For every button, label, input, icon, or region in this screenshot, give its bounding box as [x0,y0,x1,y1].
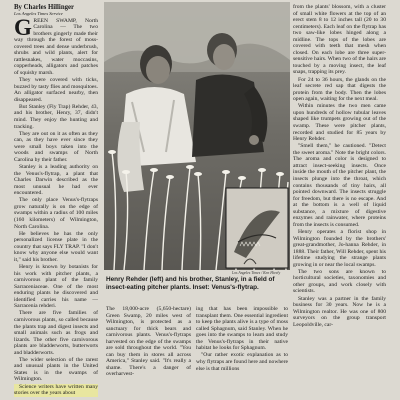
paragraph: "Our rather exotic explanation as to why flytraps are found here and nowhere else is that millions [196,352,288,372]
paragraph: He believes he has the only personalized license plate in the country that says FLY TRAP. "I don't know why anyone else would want it," said his brother. [14,230,98,263]
photo-image [104,2,290,270]
article-column-2 [106,306,191,379]
paragraph: Stanley is a leading authority on the Venus's-flytrap, a plant that Charles Darwin described as the most unusual he had ever encountered. [14,164,98,197]
paragraph: Stanley was a partner in the family business for 30 years. Now he is a Wilmington realtor. He was one of 800 surveyors on the group transport Leopoldville, car- [293,295,386,328]
paragraph: The 18,000-acre (5,650-hectare) Green Swamp, 20 miles west of Wilmington, is protected as a sanctuary for thick bears and carnivorous plants. Venus's-flytraps harvested on the edge of the swamps are sold throughout the world. "You can buy them in stores all across America," Stanley said. "It's really a shame. There's a danger of overharvest- [106,306,191,378]
paragraph: The two sons are known to horticultural societies, taxonomies and other groups, and work closely with scientists. [293,268,386,295]
paragraph: from the plants' blossom, with a cluster of small white flowers at the top of an erect stem 8 to 12 inches tall (20 to 30 centimeters). Each leaf on the flytrap has two saw-like lobes hinged along a midline. The tops of the lobes are covered with teeth that mesh when closed. On each lobe are three super-sensitive hairs. When two of the hairs are touched by a moving insect, the leaf snaps, trapping its prey. [293,4,386,76]
paragraph: ing that has been impossible to transplant them. One essential ingredient to keep the plants alive is a type of moss called Sphagnum, said Stanley. When he goes into the swamps to learn and study the Venus's-flytraps in their native habitat he looks for Sphagnum. [196,306,288,352]
dropcap: G [14,14,32,40]
article-column-1 [14,4,98,397]
paragraph: They are out on it as often as they can, as they have ever since they were small boys taken into the woods and swamps of North Carolina by their father. [14,130,98,163]
paragraph: They were covered with ticks, buzzed by tasty flies and mosquitoes. An alligator surfaced nearby, then disappeared. [14,77,98,103]
article-photo [104,2,290,270]
article-column-3 [196,306,288,373]
paragraph: "Smell them," he cautioned. "Detect the sweet aroma." Note the bright colors. The aroma and color is designed to attract insect-seeking insects. Once inside the mouth of the pitcher plant, the insects plunge into the throat, which contains thousands of tiny hairs, all pointed downward. The insects struggle for freedom, but there is no escape. And at the bottom is a well of liquid substance, a mixture of digestive enzymes and rainwater, where proteins from the insects is consumed. [293,143,386,228]
paragraph: Henry operates a florist shop in Wilmington founded by the brothers' great-grandmother, Jo-hanna Rehder, in 1888. Their father, Will Rehder, spent his lifetime studying the strange plants growing in or near the local swamps. [293,228,386,268]
paragraph: Science writers have written many stories over the years about [14,383,98,397]
article-column-4 [293,4,386,329]
paragraph: The wider selection of the rarest and unusual plants in the United States is in the swamps of Wilmington. [14,356,98,383]
photo-caption: Henry Rehder (left) and his brother, Stanley, in a field of insect-eating pitcher plants. Inset: Venus's-flytrap. [106,276,275,291]
lead-paragraph: GREEN SWAMP, North Carolina — The two brothers gingerly made their way through the forest of moss-covered trees and dense underbrush, shrubs and wild plants, alert for rattlesnakes, water moccasins, copperheads, alligators and patches of squishy marsh. [14,14,98,76]
wire-service: Los Angeles Times Service [14,11,63,17]
photo-credit: Los Angeles Times / Ken Hively [232,271,281,275]
paragraph: The only place Venus's-flytraps grow naturally is on the edge of swamps within a radius of 100 miles (160 kilometers) of Wilmington, North Carolina. [14,197,98,230]
paragraph: For 24 to 36 hours, the glands on the leaf secrete red sap that digests the protein from the body. Then the lobes open again, waiting for the next meal. [293,76,386,103]
byline: By Charles Hillinger [14,4,75,11]
flytrap-inset [226,188,288,268]
paragraph: Within minutes the two men came upon hundreds of hollow tubular leaves shaped like trumpets growing out of the swamp. These were pitcher plants, recorded and studied for 85 years by Henry Rehder. [293,103,386,143]
paragraph: But Stanley (Fly Trap) Rehder, 43, and his brother, Henry, 37, didn't mind. They enjoy the hunting and tracking. [14,103,98,130]
paragraph: Henry is known by botanists for his work with pitcher plants, a carnivorous plant of the family Sarraceniaceae. One of the most enduring plants he discovered and identified carries his name — Sarracenia rehderi. [14,264,98,310]
paragraph: There are five families of carnivorous plants, so called because the plants trap and digest insects and small animals such as frogs and lizards. The other five carnivorous plants are bladderworts, butterworts and bladderworts. [14,310,98,356]
